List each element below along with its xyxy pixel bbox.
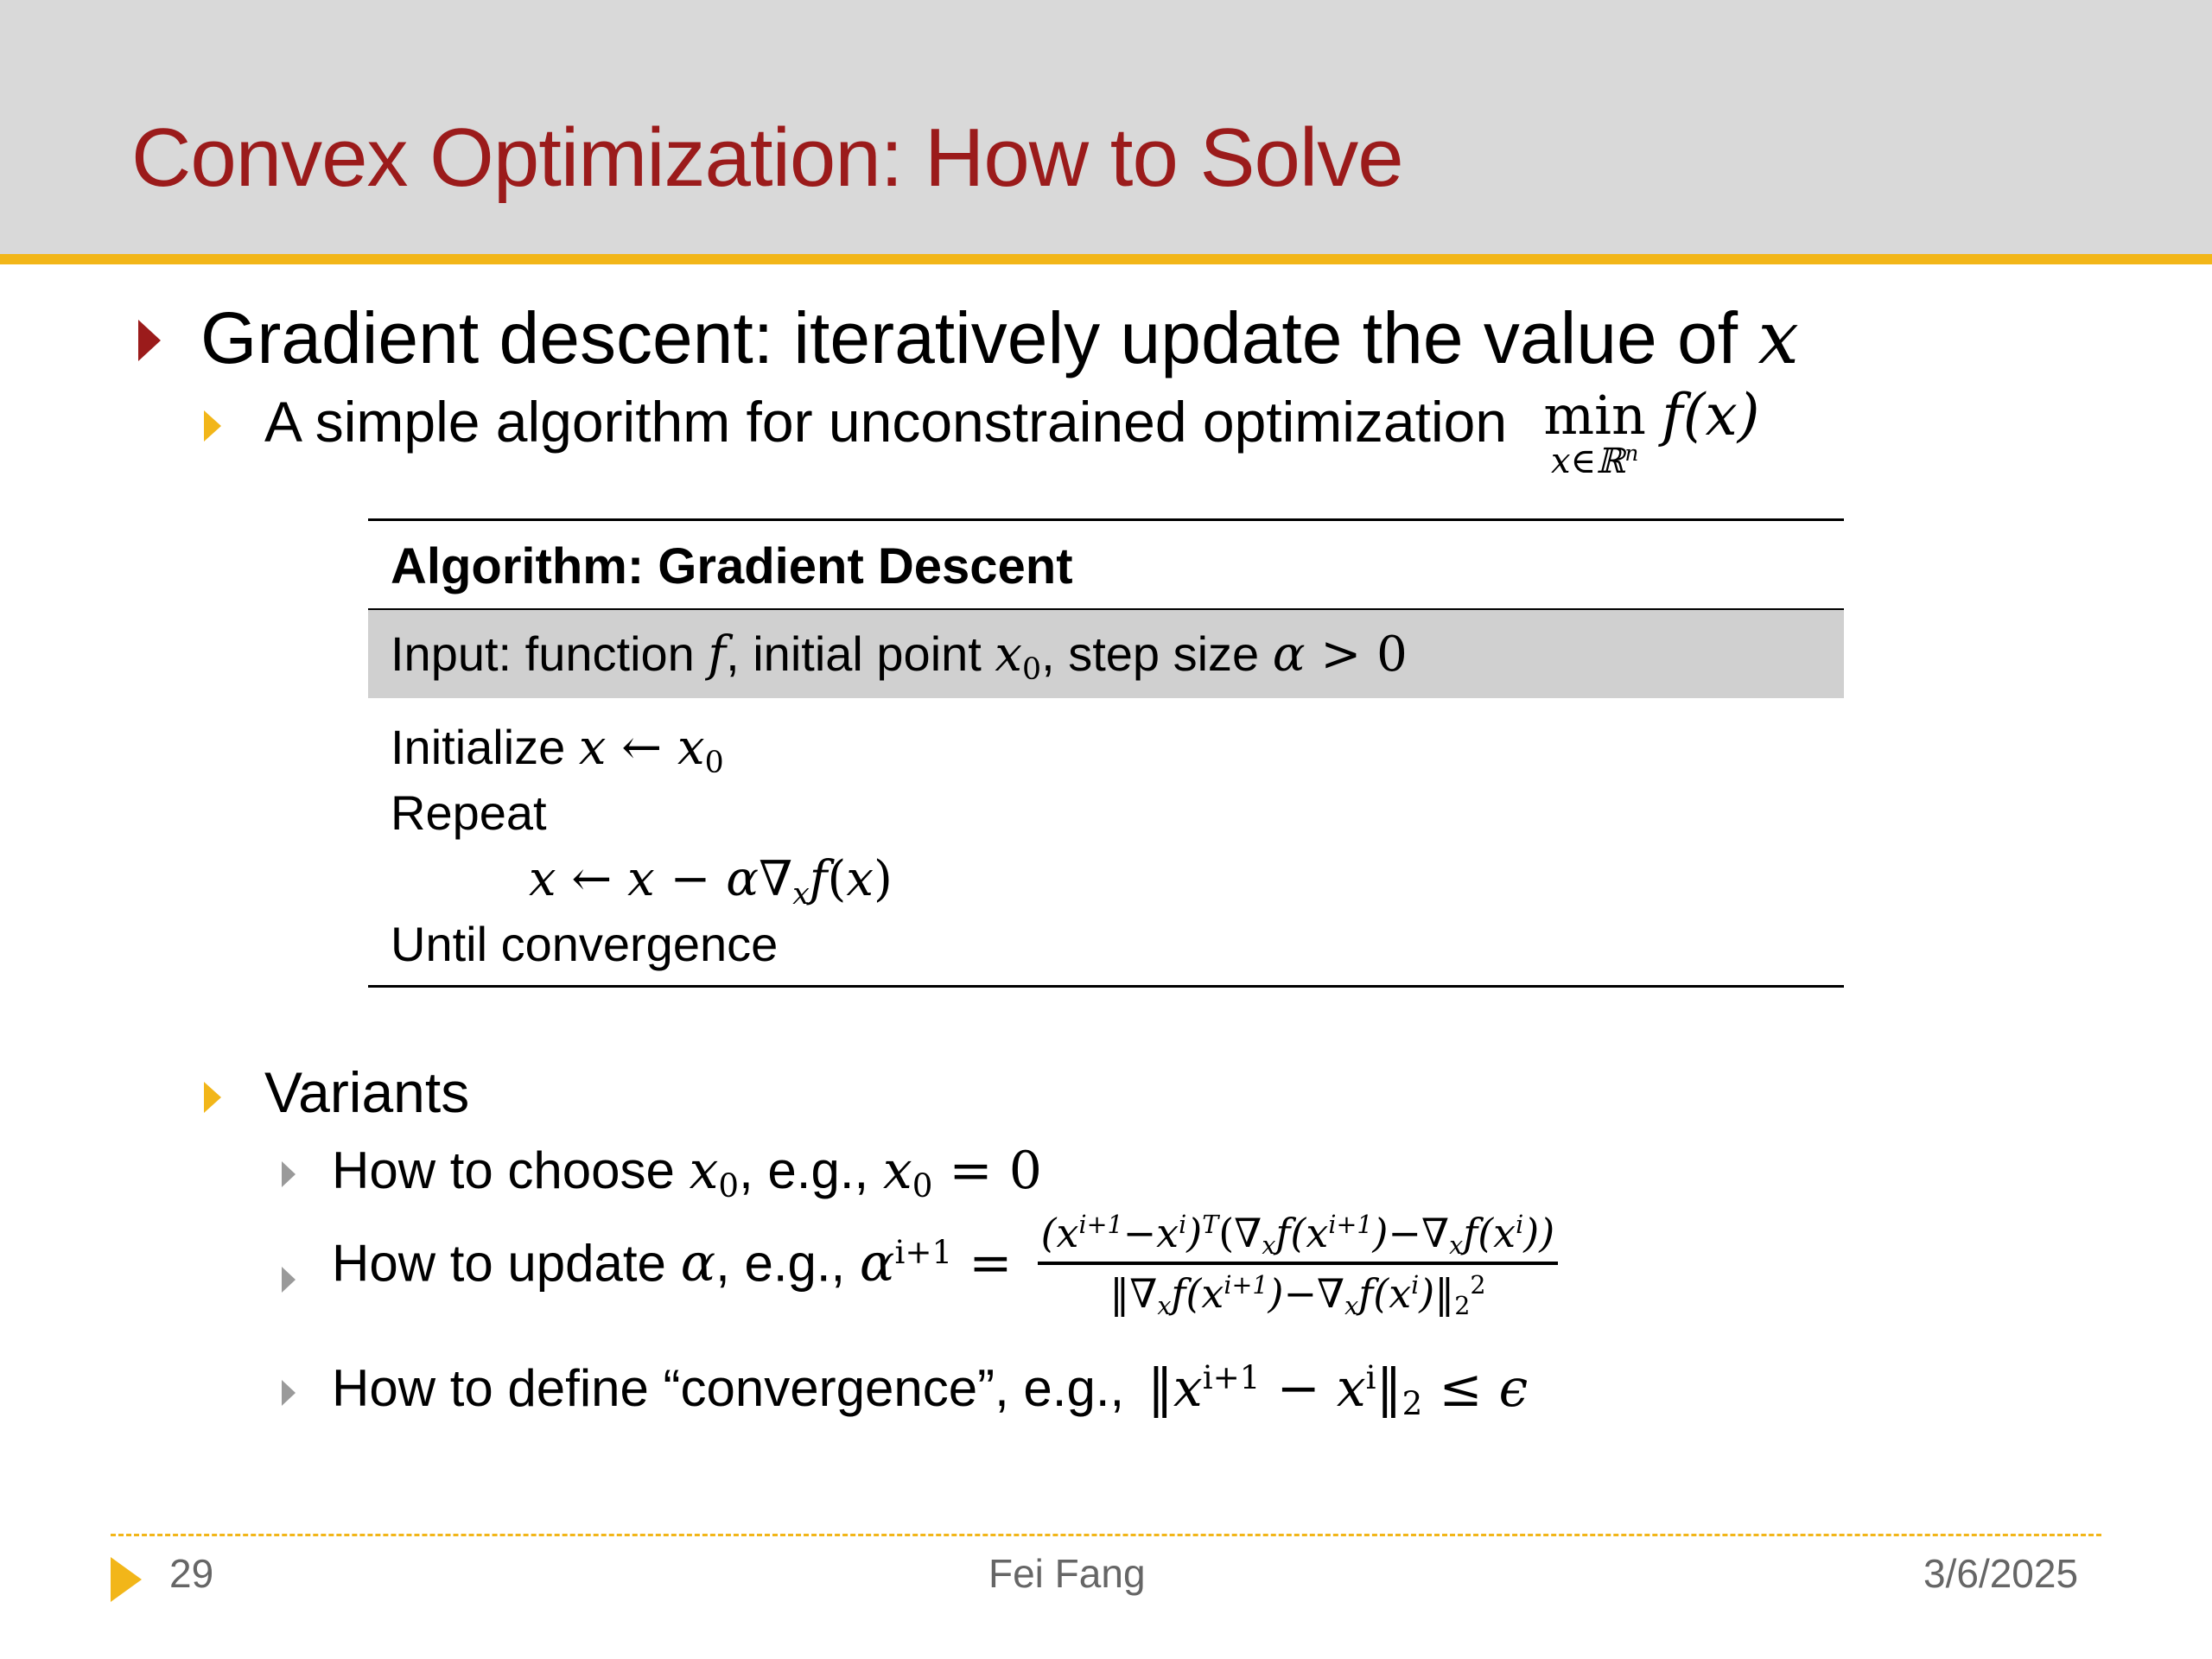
- define-text: How to define “convergence”, e.g.,: [332, 1359, 1125, 1417]
- algorithm-update-rule: x ← $x - \alpha\nabla_xf(x)$: [529, 851, 893, 912]
- objective-formula: min x∈ℝ$^n$ f(x): [1543, 382, 1760, 481]
- footer-date: 3/6/2025: [1923, 1551, 2079, 1596]
- gradient-descent-var: x: [1758, 296, 1799, 380]
- algorithm-input-text: Input: function f, initial point $x_0$, step size α > 0: [391, 626, 1408, 687]
- bullet-variants: Variants: [264, 1060, 470, 1124]
- algorithm-top-rule: [368, 518, 1844, 521]
- variant-choose-x0: How to choose $x_0$, e.g., $x_0 = 0$: [332, 1141, 1042, 1205]
- title-bar: [0, 0, 2212, 264]
- input-step: , step size: [1041, 626, 1260, 681]
- page-number: 29: [169, 1551, 214, 1596]
- variant-update-alpha: How to update α, e.g., $\alpha^{i+1}$ = $\frac{(x^{i+1}-x^i)^T(\nabla_xf(x^{i+1})-\nabla_xf(x^i))}{‖\nabla_xf(x^{i+1})-\nabla_xf(x^i)‖_2^2}$: [332, 1210, 1558, 1317]
- algorithm-repeat: Repeat: [391, 785, 547, 840]
- sub-sub-bullet-arrow-icon: [282, 1380, 296, 1406]
- sub-bullet-arrow-icon: [204, 410, 221, 442]
- footer-rule: [111, 1534, 2101, 1536]
- algorithm-input-row: [368, 610, 1844, 698]
- update-text: How to update: [332, 1234, 666, 1293]
- simple-algorithm-text: A simple algorithm for unconstrained optimization: [264, 390, 1508, 454]
- algorithm-box: [368, 518, 1844, 987]
- alpha-update-fraction: $\frac{(x^{i+1}-x^i)^T(\nabla_xf(x^{i+1})-\nabla_xf(x^i))}{‖\nabla_xf(x^{i+1})-\nabla_xf(x^i)‖_2^2}$: [1038, 1210, 1559, 1317]
- sub-sub-bullet-arrow-icon: [282, 1161, 296, 1187]
- input-prefix: Input: function: [391, 626, 695, 681]
- slide-title: Convex Optimization: How to Solve: [131, 111, 1403, 204]
- sub-sub-bullet-arrow-icon: [282, 1267, 296, 1293]
- bullet-simple-algorithm: [264, 382, 1760, 481]
- bullet-gradient-descent: [200, 296, 1799, 380]
- algorithm-title: Algorithm: Gradient Descent: [391, 538, 1073, 594]
- gradient-descent-text: Gradient descent: iteratively update the value of: [200, 297, 1738, 378]
- algorithm-initialize: Initialize x ← $x_0$: [391, 720, 724, 780]
- algorithm-until: Until convergence: [391, 917, 779, 971]
- choose-text: How to choose: [332, 1141, 675, 1199]
- variant-convergence: How to define “convergence”, e.g., $‖x^{i+1}$ − $x^i‖_2 \le \epsilon$: [332, 1357, 1529, 1423]
- bullet-arrow-icon: [138, 320, 161, 361]
- initialize-label: Initialize: [391, 720, 566, 774]
- sub-bullet-arrow-icon: [204, 1082, 221, 1113]
- input-initial: , initial point: [726, 626, 982, 681]
- footer-arrow-icon: [111, 1557, 142, 1602]
- footer-author: Fei Fang: [988, 1551, 1146, 1596]
- algorithm-bottom-rule: [368, 985, 1844, 988]
